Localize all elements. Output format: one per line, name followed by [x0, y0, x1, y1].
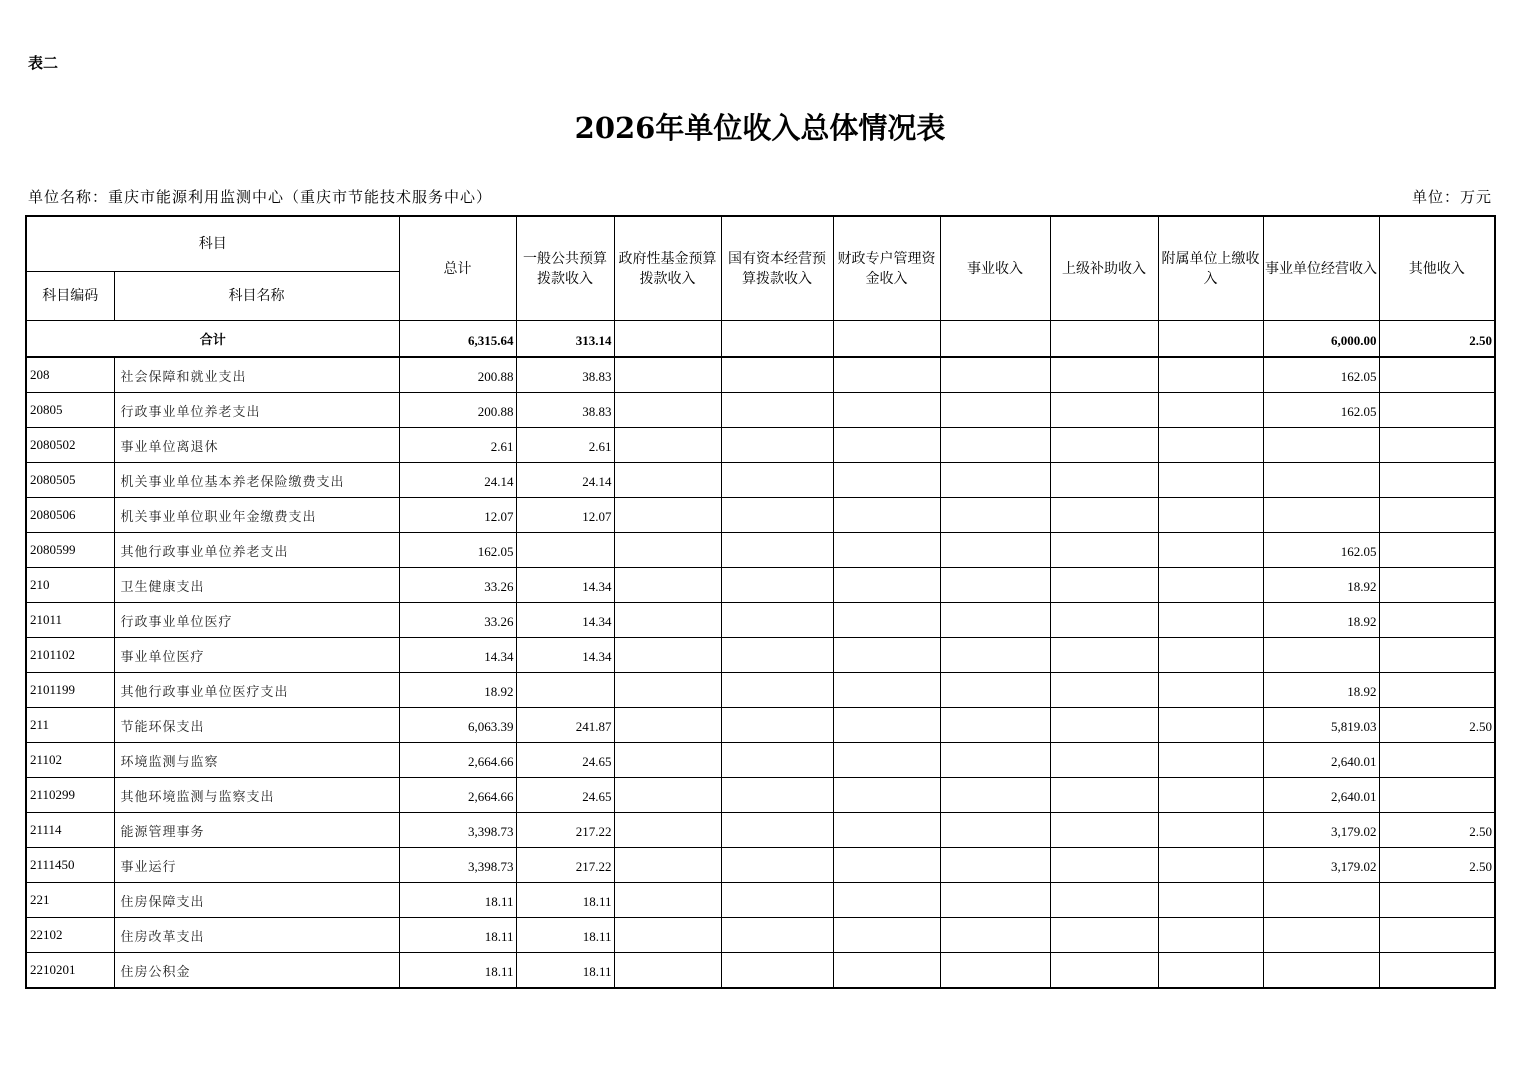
row-total: 200.88	[399, 393, 516, 428]
row-code: 2110299	[26, 778, 114, 813]
row-total: 12.07	[399, 498, 516, 533]
table-row	[26, 778, 1495, 813]
table-row	[26, 813, 1495, 848]
row-other-income	[1379, 357, 1495, 393]
row-total: 18.92	[399, 673, 516, 708]
row-gov-fund	[614, 883, 721, 918]
row-state-capital	[721, 918, 833, 953]
row-operating-income: 18.92	[1263, 673, 1379, 708]
row-total: 200.88	[399, 357, 516, 393]
row-general-budget: 38.83	[516, 393, 614, 428]
row-code: 21102	[26, 743, 114, 778]
header-fiscal-special: 财政专户管理资金收入	[833, 216, 940, 321]
row-other-income: 2.50	[1379, 848, 1495, 883]
row-business-income	[940, 498, 1050, 533]
total-total: 6,315.64	[399, 321, 516, 358]
row-affiliated-payment	[1158, 568, 1263, 603]
row-state-capital	[721, 778, 833, 813]
row-state-capital	[721, 743, 833, 778]
row-operating-income	[1263, 428, 1379, 463]
row-fiscal-special	[833, 918, 940, 953]
row-affiliated-payment	[1158, 393, 1263, 428]
row-gov-fund	[614, 638, 721, 673]
row-general-budget	[516, 673, 614, 708]
row-general-budget: 2.61	[516, 428, 614, 463]
row-total: 2,664.66	[399, 743, 516, 778]
row-business-income	[940, 638, 1050, 673]
row-fiscal-special	[833, 603, 940, 638]
header-code: 科目编码	[26, 272, 114, 321]
row-total: 33.26	[399, 568, 516, 603]
row-other-income	[1379, 463, 1495, 498]
row-operating-income: 18.92	[1263, 568, 1379, 603]
row-total: 3,398.73	[399, 813, 516, 848]
header-superior-subsidy: 上级补助收入	[1050, 216, 1158, 321]
row-fiscal-special	[833, 638, 940, 673]
row-other-income	[1379, 673, 1495, 708]
row-affiliated-payment	[1158, 428, 1263, 463]
row-total: 162.05	[399, 533, 516, 568]
row-general-budget: 14.34	[516, 568, 614, 603]
row-affiliated-payment	[1158, 673, 1263, 708]
row-superior-subsidy	[1050, 778, 1158, 813]
row-affiliated-payment	[1158, 533, 1263, 568]
table-row	[26, 498, 1495, 533]
table-row	[26, 428, 1495, 463]
row-state-capital	[721, 953, 833, 989]
row-name: 其他行政事业单位养老支出	[114, 533, 399, 568]
row-other-income	[1379, 393, 1495, 428]
row-superior-subsidy	[1050, 673, 1158, 708]
table-row	[26, 708, 1495, 743]
row-other-income	[1379, 778, 1495, 813]
row-affiliated-payment	[1158, 463, 1263, 498]
row-superior-subsidy	[1050, 463, 1158, 498]
row-business-income	[940, 883, 1050, 918]
row-affiliated-payment	[1158, 357, 1263, 393]
row-operating-income: 2,640.01	[1263, 743, 1379, 778]
row-other-income	[1379, 918, 1495, 953]
row-name: 事业单位离退休	[114, 428, 399, 463]
row-general-budget: 12.07	[516, 498, 614, 533]
row-name: 事业运行	[114, 848, 399, 883]
table-row	[26, 463, 1495, 498]
row-operating-income	[1263, 638, 1379, 673]
row-general-budget	[516, 533, 614, 568]
row-affiliated-payment	[1158, 708, 1263, 743]
row-total: 18.11	[399, 953, 516, 989]
row-name: 行政事业单位养老支出	[114, 393, 399, 428]
header-state-capital: 国有资本经营预算拨款收入	[721, 216, 833, 321]
row-operating-income	[1263, 463, 1379, 498]
document-label: 表二	[28, 54, 59, 72]
row-superior-subsidy	[1050, 743, 1158, 778]
row-business-income	[940, 463, 1050, 498]
row-fiscal-special	[833, 953, 940, 989]
row-fiscal-special	[833, 498, 940, 533]
row-gov-fund	[614, 498, 721, 533]
total-operating-income: 6,000.00	[1263, 321, 1379, 358]
row-superior-subsidy	[1050, 393, 1158, 428]
row-general-budget: 241.87	[516, 708, 614, 743]
row-operating-income	[1263, 953, 1379, 989]
row-gov-fund	[614, 673, 721, 708]
row-fiscal-special	[833, 813, 940, 848]
row-superior-subsidy	[1050, 638, 1158, 673]
row-fiscal-special	[833, 848, 940, 883]
row-gov-fund	[614, 393, 721, 428]
row-code: 208	[26, 357, 114, 393]
row-name: 社会保障和就业支出	[114, 357, 399, 393]
row-total: 33.26	[399, 603, 516, 638]
total-general-budget: 313.14	[516, 321, 614, 358]
row-gov-fund	[614, 357, 721, 393]
row-gov-fund	[614, 918, 721, 953]
row-business-income	[940, 778, 1050, 813]
row-code: 2210201	[26, 953, 114, 989]
row-business-income	[940, 743, 1050, 778]
row-general-budget: 24.14	[516, 463, 614, 498]
row-other-income	[1379, 533, 1495, 568]
row-business-income	[940, 568, 1050, 603]
row-state-capital	[721, 498, 833, 533]
total-affiliated-payment	[1158, 321, 1263, 358]
row-other-income	[1379, 638, 1495, 673]
unit-label: 单位：万元	[1411, 188, 1492, 206]
header-gov-fund: 政府性基金预算拨款收入	[614, 216, 721, 321]
row-affiliated-payment	[1158, 603, 1263, 638]
row-name: 卫生健康支出	[114, 568, 399, 603]
total-label: 合计	[26, 321, 399, 358]
row-other-income: 2.50	[1379, 813, 1495, 848]
row-operating-income: 3,179.02	[1263, 848, 1379, 883]
row-superior-subsidy	[1050, 883, 1158, 918]
row-code: 2080502	[26, 428, 114, 463]
row-name: 住房保障支出	[114, 883, 399, 918]
table-row	[26, 638, 1495, 673]
header-total: 总计	[399, 216, 516, 321]
row-name: 住房公积金	[114, 953, 399, 989]
row-operating-income: 18.92	[1263, 603, 1379, 638]
row-superior-subsidy	[1050, 953, 1158, 989]
row-gov-fund	[614, 428, 721, 463]
total-state-capital	[721, 321, 833, 358]
row-state-capital	[721, 673, 833, 708]
row-total: 2.61	[399, 428, 516, 463]
row-superior-subsidy	[1050, 428, 1158, 463]
row-fiscal-special	[833, 883, 940, 918]
row-superior-subsidy	[1050, 918, 1158, 953]
table-row	[26, 848, 1495, 883]
row-operating-income: 162.05	[1263, 393, 1379, 428]
row-business-income	[940, 918, 1050, 953]
row-code: 20805	[26, 393, 114, 428]
header-subject: 科目	[26, 216, 399, 272]
row-fiscal-special	[833, 568, 940, 603]
page-title: 2026年单位收入总体情况表	[574, 111, 946, 145]
row-operating-income: 3,179.02	[1263, 813, 1379, 848]
row-fiscal-special	[833, 673, 940, 708]
table-row	[26, 673, 1495, 708]
row-gov-fund	[614, 708, 721, 743]
row-general-budget: 18.11	[516, 953, 614, 989]
row-total: 3,398.73	[399, 848, 516, 883]
row-other-income	[1379, 428, 1495, 463]
table-row	[26, 918, 1495, 953]
row-code: 2101199	[26, 673, 114, 708]
row-name: 节能环保支出	[114, 708, 399, 743]
row-gov-fund	[614, 568, 721, 603]
row-fiscal-special	[833, 357, 940, 393]
row-affiliated-payment	[1158, 778, 1263, 813]
row-fiscal-special	[833, 533, 940, 568]
row-name: 行政事业单位医疗	[114, 603, 399, 638]
row-general-budget: 24.65	[516, 778, 614, 813]
row-business-income	[940, 357, 1050, 393]
row-fiscal-special	[833, 743, 940, 778]
row-other-income	[1379, 743, 1495, 778]
row-other-income	[1379, 603, 1495, 638]
row-name: 机关事业单位职业年金缴费支出	[114, 498, 399, 533]
row-name: 其他环境监测与监察支出	[114, 778, 399, 813]
table-row	[26, 953, 1495, 989]
row-affiliated-payment	[1158, 498, 1263, 533]
row-state-capital	[721, 813, 833, 848]
row-gov-fund	[614, 463, 721, 498]
row-other-income	[1379, 953, 1495, 989]
row-state-capital	[721, 638, 833, 673]
header-affiliated-payment: 附属单位上缴收入	[1158, 216, 1263, 321]
row-general-budget: 217.22	[516, 848, 614, 883]
row-business-income	[940, 533, 1050, 568]
row-code: 221	[26, 883, 114, 918]
row-business-income	[940, 848, 1050, 883]
table-row	[26, 603, 1495, 638]
row-operating-income: 162.05	[1263, 533, 1379, 568]
row-total: 2,664.66	[399, 778, 516, 813]
row-code: 2080505	[26, 463, 114, 498]
row-fiscal-special	[833, 463, 940, 498]
row-code: 2080506	[26, 498, 114, 533]
table-row	[26, 883, 1495, 918]
row-operating-income: 2,640.01	[1263, 778, 1379, 813]
row-operating-income: 5,819.03	[1263, 708, 1379, 743]
row-code: 211	[26, 708, 114, 743]
row-gov-fund	[614, 743, 721, 778]
row-code: 21011	[26, 603, 114, 638]
row-gov-fund	[614, 603, 721, 638]
row-superior-subsidy	[1050, 603, 1158, 638]
row-code: 22102	[26, 918, 114, 953]
row-other-income	[1379, 498, 1495, 533]
row-operating-income	[1263, 883, 1379, 918]
header-general-budget: 一般公共预算拨款收入	[516, 216, 614, 321]
row-affiliated-payment	[1158, 743, 1263, 778]
row-other-income: 2.50	[1379, 708, 1495, 743]
row-affiliated-payment	[1158, 813, 1263, 848]
row-fiscal-special	[833, 708, 940, 743]
row-general-budget: 18.11	[516, 883, 614, 918]
row-affiliated-payment	[1158, 918, 1263, 953]
row-name: 能源管理事务	[114, 813, 399, 848]
row-state-capital	[721, 848, 833, 883]
row-gov-fund	[614, 533, 721, 568]
row-superior-subsidy	[1050, 568, 1158, 603]
row-total: 24.14	[399, 463, 516, 498]
header-operating-income: 事业单位经营收入	[1263, 216, 1379, 321]
table-row	[26, 393, 1495, 428]
row-other-income	[1379, 568, 1495, 603]
row-total: 18.11	[399, 918, 516, 953]
row-state-capital	[721, 568, 833, 603]
row-general-budget: 18.11	[516, 918, 614, 953]
row-fiscal-special	[833, 778, 940, 813]
row-affiliated-payment	[1158, 953, 1263, 989]
row-superior-subsidy	[1050, 708, 1158, 743]
row-business-income	[940, 428, 1050, 463]
unit-name: 单位名称：重庆市能源利用监测中心（重庆市节能技术服务中心）	[28, 188, 493, 206]
row-code: 210	[26, 568, 114, 603]
row-affiliated-payment	[1158, 638, 1263, 673]
row-general-budget: 217.22	[516, 813, 614, 848]
row-state-capital	[721, 603, 833, 638]
total-other-income: 2.50	[1379, 321, 1495, 358]
header-other-income: 其他收入	[1379, 216, 1495, 321]
row-superior-subsidy	[1050, 357, 1158, 393]
row-superior-subsidy	[1050, 813, 1158, 848]
row-general-budget: 14.34	[516, 603, 614, 638]
total-row	[26, 321, 1495, 358]
row-other-income	[1379, 883, 1495, 918]
table-row	[26, 533, 1495, 568]
row-general-budget: 14.34	[516, 638, 614, 673]
row-total: 14.34	[399, 638, 516, 673]
row-gov-fund	[614, 813, 721, 848]
row-superior-subsidy	[1050, 533, 1158, 568]
row-state-capital	[721, 533, 833, 568]
row-code: 2101102	[26, 638, 114, 673]
row-operating-income	[1263, 918, 1379, 953]
row-business-income	[940, 393, 1050, 428]
total-superior-subsidy	[1050, 321, 1158, 358]
row-state-capital	[721, 357, 833, 393]
table-row	[26, 357, 1495, 393]
row-business-income	[940, 708, 1050, 743]
row-name: 机关事业单位基本养老保险缴费支出	[114, 463, 399, 498]
total-gov-fund	[614, 321, 721, 358]
row-code: 2111450	[26, 848, 114, 883]
row-state-capital	[721, 393, 833, 428]
row-state-capital	[721, 463, 833, 498]
row-state-capital	[721, 428, 833, 463]
total-business-income	[940, 321, 1050, 358]
row-superior-subsidy	[1050, 848, 1158, 883]
row-name: 住房改革支出	[114, 918, 399, 953]
row-code: 21114	[26, 813, 114, 848]
row-fiscal-special	[833, 393, 940, 428]
row-operating-income	[1263, 498, 1379, 533]
row-total: 6,063.39	[399, 708, 516, 743]
row-code: 2080599	[26, 533, 114, 568]
total-fiscal-special	[833, 321, 940, 358]
row-state-capital	[721, 708, 833, 743]
row-total: 18.11	[399, 883, 516, 918]
row-state-capital	[721, 883, 833, 918]
row-general-budget: 38.83	[516, 357, 614, 393]
row-affiliated-payment	[1158, 848, 1263, 883]
table-row	[26, 568, 1495, 603]
row-name: 事业单位医疗	[114, 638, 399, 673]
row-gov-fund	[614, 848, 721, 883]
row-name: 环境监测与监察	[114, 743, 399, 778]
table-row	[26, 743, 1495, 778]
row-business-income	[940, 603, 1050, 638]
row-business-income	[940, 953, 1050, 989]
header-name: 科目名称	[114, 272, 399, 321]
row-superior-subsidy	[1050, 498, 1158, 533]
row-general-budget: 24.65	[516, 743, 614, 778]
header-business-income: 事业收入	[940, 216, 1050, 321]
row-fiscal-special	[833, 428, 940, 463]
row-gov-fund	[614, 778, 721, 813]
row-business-income	[940, 813, 1050, 848]
row-gov-fund	[614, 953, 721, 989]
row-affiliated-payment	[1158, 883, 1263, 918]
row-operating-income: 162.05	[1263, 357, 1379, 393]
income-table	[25, 215, 1496, 989]
row-business-income	[940, 673, 1050, 708]
row-name: 其他行政事业单位医疗支出	[114, 673, 399, 708]
